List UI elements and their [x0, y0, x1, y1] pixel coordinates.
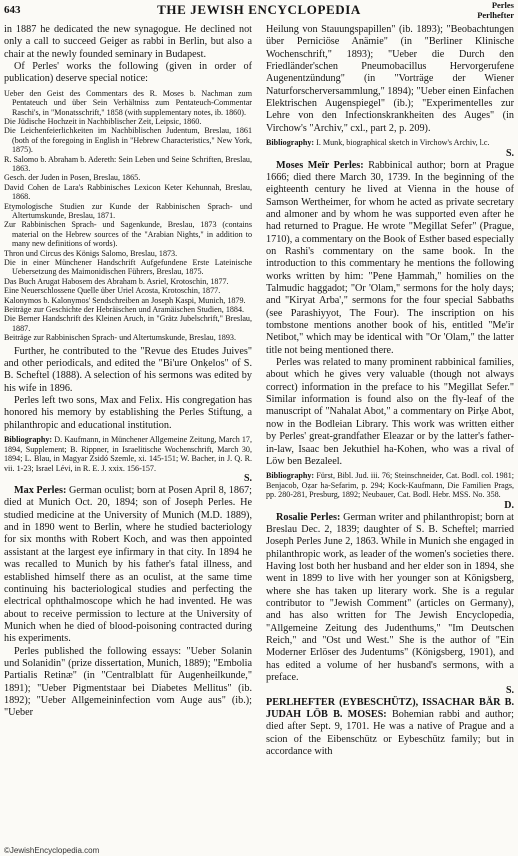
works-list-item: Das Buch Arugat Habosem des Abraham b. Asriel, Krotoschin, 1877.: [4, 276, 229, 286]
page-number: 643: [4, 4, 21, 16]
bibliography: [266, 471, 514, 500]
works-list-item: Die Leichenfeierlichkeiten im Nachbiblischen Judentum, Breslau, 1861 (both of the foregoing in English in "Hebrew Characteristics," New York, 1875).: [4, 126, 252, 155]
entry-moses-meir-perles: [266, 160, 514, 358]
entry-rosalie-perles: [266, 512, 514, 685]
bibliography-text: D. Kaufmann, in Münchener Allgemeine Zeitung, March 17, 1894, Supplement; B. Rippner, in Israelitische Wochenschrift, March 30, 1894; L. Blau, in Magyar Zsidó Szemle, xi. 145-151; W. Bacher, in J. Q. R. vii. 1-23; Israel Lévi, in R. E. J. xxix. 156-157.: [4, 435, 252, 473]
page-header: [4, 1, 514, 23]
running-head-first: Perles: [491, 0, 514, 10]
bibliography: [266, 138, 514, 148]
paragraph: Of Perles' works the following (given in order of publication) deserve special notice:: [4, 61, 252, 85]
works-list-item: Eine Neuerschlossene Quelle über Uriel Acosta, Krotoschin, 1877.: [4, 286, 221, 296]
bibliography-text: I. Munk, biographical sketch in Virchow's Archiv, l.c.: [316, 138, 490, 148]
running-head: [477, 1, 514, 20]
author-signature: S.: [505, 684, 514, 696]
entry-perlhefter: [266, 697, 514, 759]
works-list-item: Die Berner Handschrift des Kleinen Aruch, in "Grätz Jubelschrift," Breslau, 1887.: [4, 314, 252, 333]
bibliography-label: Bibliography:: [266, 471, 315, 481]
author-signature: D.: [504, 499, 514, 511]
source-watermark: ©JewishEncyclopedia.com: [4, 846, 100, 855]
bibliography-label: Bibliography:: [266, 138, 315, 148]
works-list-item: Die in einer Münchener Handschrift Aufgefundene Erste Lateinische Uebersetzung des Maimonidischen Führers, Breslau, 1875.: [4, 258, 252, 277]
works-list-item: Ueber den Geist des Commentars des R. Moses b. Nachman zum Pentateuch und über Sein Verhältniss zum Pentateuch-Commentar Raschi's, in "Monatsschrift," 1858 (with supplementary notes, ib. 1860).: [4, 88, 252, 117]
works-list-item: David Cohen de Lara's Rabbinisches Lexicon Keter Kehunnah, Breslau, 1868.: [4, 182, 252, 202]
works-list-item: Die Jüdische Hochzeit in Nachbiblischer Zeit, Leipsic, 1860.: [4, 116, 202, 126]
bibliography: [4, 435, 252, 473]
paragraph: Heilung von Stauungspapillen" (ib. 1893); "Beobachtungen über Perniciöse Anämie" (in "Berliner Klinische Wochenschrift," 1893); "Ueber die Durch den Friedländer'schen Pneumobacillus Hervorgerufene Augenentzündung" (in "Vorträge der Wiener Naturforscherversammlung," 1894); "Ueber einen Einfachen Elektrischen Augenspiegel" (ib.); "Experimentelles zur Lehre von den Infectionskrankheiten des Auges" (in Virchow's "Archiv," cxl., part 2, p. 209).: [266, 24, 514, 134]
author-signature: S.: [243, 473, 252, 485]
entry-headword: PERLHEFTER (EYBESCHÜTZ), ISSACHAR BÄR B. JUDAH LÖB B. MOSES:: [266, 696, 514, 720]
entry-text: German writer and philanthropist; born at Breslau Dec. 2, 1839; daughter of S. B. Scheftel; married Joseph Perles June 2, 1863. While in Munich she engaged in philanthropic work, as leader of the women's societies there. Having lost both her husband and her elder son in 1894, she went in 1899 to live with her younger son at Königsberg, where she has taken up literary work. She is a regular contributor to "Jewish Comment" (articles on Germany), and has also written for The Jewish Encyclopedia, "Allgemeine Zeitung des Judenthums," "Im Deutschen Reich," and "Ost und West." She is the author of "Ein Moderner Erlöser des Judentums" (Königsberg, 1901), and has edited a volume of her husband's sermons, with a preface.: [266, 511, 514, 684]
entry-headword: Max Perles:: [14, 485, 67, 497]
works-list-item: R. Salomo b. Abraham b. Adereth: Sein Leben und Seine Schriften, Breslau, 1863.: [4, 154, 252, 173]
works-list-item: Zur Rabbinischen Sprach- und Sagenkunde, Breslau, 1873 (contains material on the Hebrew sources of the "Arabian Nights," in addition to many new definitions of words).: [4, 220, 252, 249]
right-column: [266, 24, 514, 842]
entry-headword: Moses Meïr Perles:: [276, 159, 364, 171]
entry-text: Bohemian rabbi and author; died after Sept. 9, 1701. He was a native of Prague and a scion of the Eibenschütz or Eybeschütz family; but in accordance with: [266, 708, 514, 757]
works-list-item: Beiträge zur Geschichte der Hebräischen und Aramäischen Studien, 1884.: [4, 305, 245, 315]
bibliography-label: Bibliography:: [4, 435, 53, 445]
paragraph: Further, he contributed to the "Revue des Etudes Juives" and other periodicals, and edited the "Bi'ure Onḳelos" of S. B. Scheftel (1888). A selection of his sermons was edited by his wife in 1896.: [4, 345, 252, 394]
entry-text: German oculist; born at Posen April 8, 1867; died at Munich Oct. 20, 1894; son of Joseph Perles. He studied medicine at the University of Munich (M.D. 1889), and in 1890 went to Berlin, where he studied bacteriology for six months with Robert Koch, and was then appointed assistant at the largest eye infirmary in that city. In 1894 he was recalled to Munich by his father's fatal illness, and established himself there as an oculist, at the same time continuing his bacteriological studies and perfecting the electrical ophthalmoscope which he had invented. He was about to receive permission to lecture at the University of Munich when he died of blood-poisoning contracted during his experiments.: [4, 485, 252, 645]
paragraph: Perles left two sons, Max and Felix. His congregation has honored his memory by establishing the Perles Stiftung, a philanthropic and educational institution.: [4, 395, 252, 431]
works-list-item: Kalonymos b. Kalonymos' Sendschreiben an Joseph Kaspi, Munich, 1879.: [4, 295, 246, 305]
entry-max-perles: [4, 485, 252, 645]
author-signature: S.: [505, 147, 514, 159]
paragraph: Perles was related to many prominent rabbinical families, about which he gives very valuable (though not always correct) information in the preface to his "Megillat Sefer." Similar information is found also on the fly-leaf of the manuscript of "Nahalat Abot," a commentary on Pirḳe Abot, now in the Bodleian Library. This work was written either by Perles' great-grandfather Eleazar or by the latter's father-in-law, Isaac ben Jekuthiel ha-Kohen, who was a rival of Löw ben Bezaleel.: [266, 357, 514, 467]
left-column: [4, 24, 252, 842]
works-list-item: Beiträge zur Rabbinischen Sprach- und Altertumskunde, Breslau, 1893.: [4, 333, 236, 343]
entry-text: Rabbinical author; born at Prague 1666; died there March 30, 1739. In the beginning of the eighteenth century he lived at Vienna in the house of Samson Wertheimer, for whom he acted as private secretary and almoner and by whom he was supported even after he had returned to Prague. He wrote "Megillat Sefer" (Prague, 1710), a commentary on the Book of Esther based especially on Rashi's commentary on the same book. In the introduction to this commentary he mentions the following works written by him: "Pene Ḥammah," homilies on the Talmudic haggadot; "Or 'Olam," sermons for the holy days; and "Kiryat Arba'," sermons for the four special Sabbaths (see Parashiyyot, The Four). The inscription on his tombstone mentions another book of his, entitled "Me'ir Netibot," which may be identical with "Or 'Olam," the latter title not being mentioned there.: [266, 159, 514, 356]
works-list-item: Etymologische Studien zur Kunde der Rabbinischen Sprach- und Altertumskunde, Breslau, 1871.: [4, 201, 252, 220]
bibliography-text: Fürst, Bibl. Jud. iii. 76; Steinschneider, Cat. Bodl. col. 1981; Benjacob, Oẓar ha-Sefarim, p. 294; Kock-Kaufmann, Die Familien Prags, pp. 280-281, Presburg, 1892; Neubauer, Cat. Bodl. Hebr. MSS. No. 358.: [266, 471, 514, 500]
entry-headword: Rosalie Perles:: [276, 511, 341, 523]
journal-title: THE JEWISH ENCYCLOPEDIA: [157, 2, 361, 17]
works-list-item: Gesch. der Juden in Posen, Breslau, 1865.: [4, 173, 141, 183]
works-list-item: Thron und Circus des Königs Salomo, Breslau, 1873.: [4, 248, 178, 258]
paragraph: Perles published the following essays: "Ueber Solanin und Solanidin" (prize dissertation, Munich, 1889); "Embolia Partialis Retinæ" (in "Centralblatt für Augenheilkunde," 1891); "Ueber Pigmentstaar bei Diabetes Mellitus" (ib. 1892); "Ueber Allgemeininfection vom Auge aus" (ib.); "Ueber: [4, 645, 252, 719]
paragraph: in 1887 he dedicated the new synagogue. He declined not only a call to succeed Geiger as rabbi in Berlin, but also a chair at the newly founded seminary in Budapest.: [4, 24, 252, 60]
running-head-last: Perlhefter: [477, 9, 514, 20]
works-list: [4, 89, 252, 343]
